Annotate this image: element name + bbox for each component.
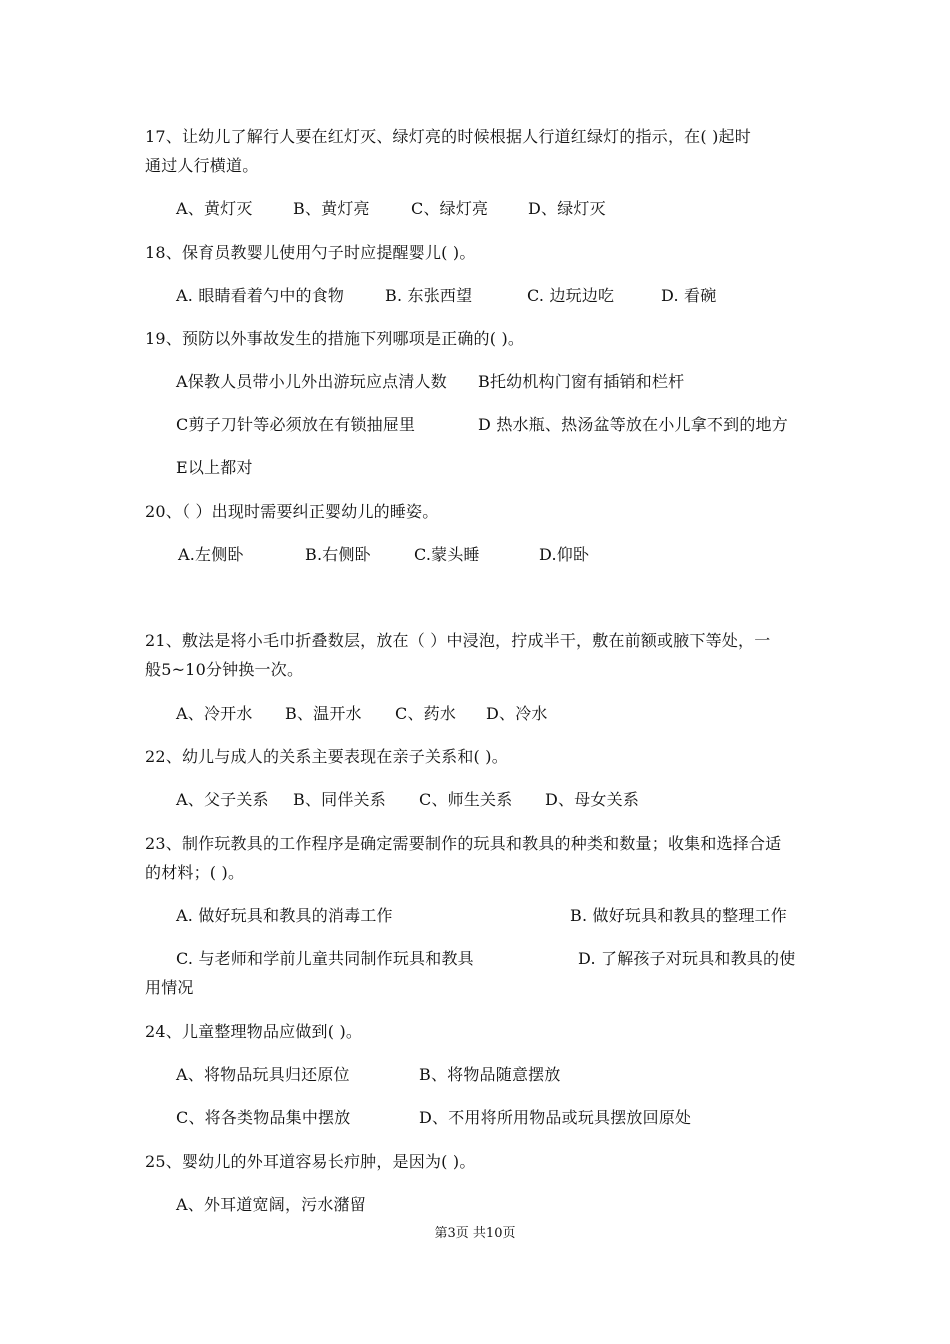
question-19-option-d: D 热水瓶、热汤盆等放在小儿拿不到的地方: [478, 415, 788, 434]
question-19-option-b: B托幼机构门窗有插销和栏杆: [478, 372, 685, 391]
question-23-text-cont: 的材料；( )。: [145, 863, 245, 882]
question-18-option-b: B. 东张西望: [385, 286, 473, 305]
question-19-option-e: E以上都对: [176, 458, 253, 477]
question-20-option-b: B.右侧卧: [305, 545, 371, 564]
question-23-option-d-cont: 用情况: [145, 978, 194, 997]
question-22-text: 22、幼儿与成人的关系主要表现在亲子关系和( )。: [145, 747, 508, 766]
question-17-option-b: B、黄灯亮: [293, 199, 370, 218]
page-footer: 第3页 共10页: [434, 1226, 516, 1241]
question-20-text: 20、（ ）出现时需要纠正婴幼儿的睡姿。: [145, 502, 439, 521]
question-18-option-a: A. 眼睛看着勺中的食物: [176, 286, 345, 305]
question-21-option-a: A、冷开水: [176, 704, 253, 723]
question-24-text: 24、儿童整理物品应做到( )。: [145, 1022, 363, 1041]
question-21-option-c: C、药水: [395, 704, 457, 723]
question-25-text: 25、婴幼儿的外耳道容易长疖肿，是因为( )。: [145, 1152, 476, 1171]
question-23-option-c: C. 与老师和学前儿童共同制作玩具和教具: [176, 949, 474, 968]
question-17-option-d: D、绿灯灭: [528, 199, 606, 218]
question-25-option-a: A、外耳道宽阔，污水潴留: [176, 1195, 366, 1214]
question-23-text: 23、制作玩教具的工作程序是确定需要制作的玩具和教具的种类和数量；收集和选择合适: [145, 834, 782, 853]
question-17-option-a: A、黄灯灭: [176, 199, 253, 218]
question-19-option-a: A保教人员带小儿外出游玩应点清人数: [176, 372, 447, 391]
question-24-option-c: C、将各类物品集中摆放: [176, 1108, 351, 1127]
question-22-option-d: D、母女关系: [545, 790, 640, 809]
question-22-option-c: C、师生关系: [419, 790, 513, 809]
question-18-text: 18、保育员教婴儿使用勺子时应提醒婴儿( )。: [145, 243, 476, 262]
question-20-option-a: A.左侧卧: [178, 545, 244, 564]
question-17-text-cont: 通过人行横道。: [145, 156, 259, 175]
question-20-option-d: D.仰卧: [539, 545, 590, 564]
question-17-text: 17、让幼儿了解行人要在红灯灭、绿灯亮的时候根据人行道红绿灯的指示，在( )起时: [145, 127, 751, 146]
question-24-option-b: B、将物品随意摆放: [419, 1065, 561, 1084]
question-21-option-b: B、温开水: [285, 704, 362, 723]
question-24-option-d: D、不用将所用物品或玩具摆放回原处: [419, 1108, 692, 1127]
question-22-option-a: A、父子关系: [176, 790, 269, 809]
question-21-text: 21、敷法是将小毛巾折叠数层，放在（ ）中浸泡，拧成半干，敷在前额或腋下等处，一: [145, 631, 771, 650]
question-17-option-c: C、绿灯亮: [411, 199, 489, 218]
question-19-option-c: C剪子刀针等必须放在有锁抽屉里: [176, 415, 416, 434]
question-19-text: 19、预防以外事故发生的措施下列哪项是正确的( )。: [145, 329, 525, 348]
question-24-option-a: A、将物品玩具归还原位: [176, 1065, 350, 1084]
question-21-option-d: D、冷水: [486, 704, 548, 723]
question-23-option-a: A. 做好玩具和教具的消毒工作: [176, 906, 393, 925]
question-23-option-d: D. 了解孩子对玩具和教具的使: [578, 949, 796, 968]
question-18-option-c: C. 边玩边吃: [527, 286, 615, 305]
question-23-option-b: B. 做好玩具和教具的整理工作: [570, 906, 787, 925]
question-18-option-d: D. 看碗: [661, 286, 717, 305]
question-20-option-c: C.蒙头睡: [414, 545, 480, 564]
question-22-option-b: B、同伴关系: [293, 790, 386, 809]
question-21-text-cont: 般5~10分钟换一次。: [145, 660, 304, 679]
